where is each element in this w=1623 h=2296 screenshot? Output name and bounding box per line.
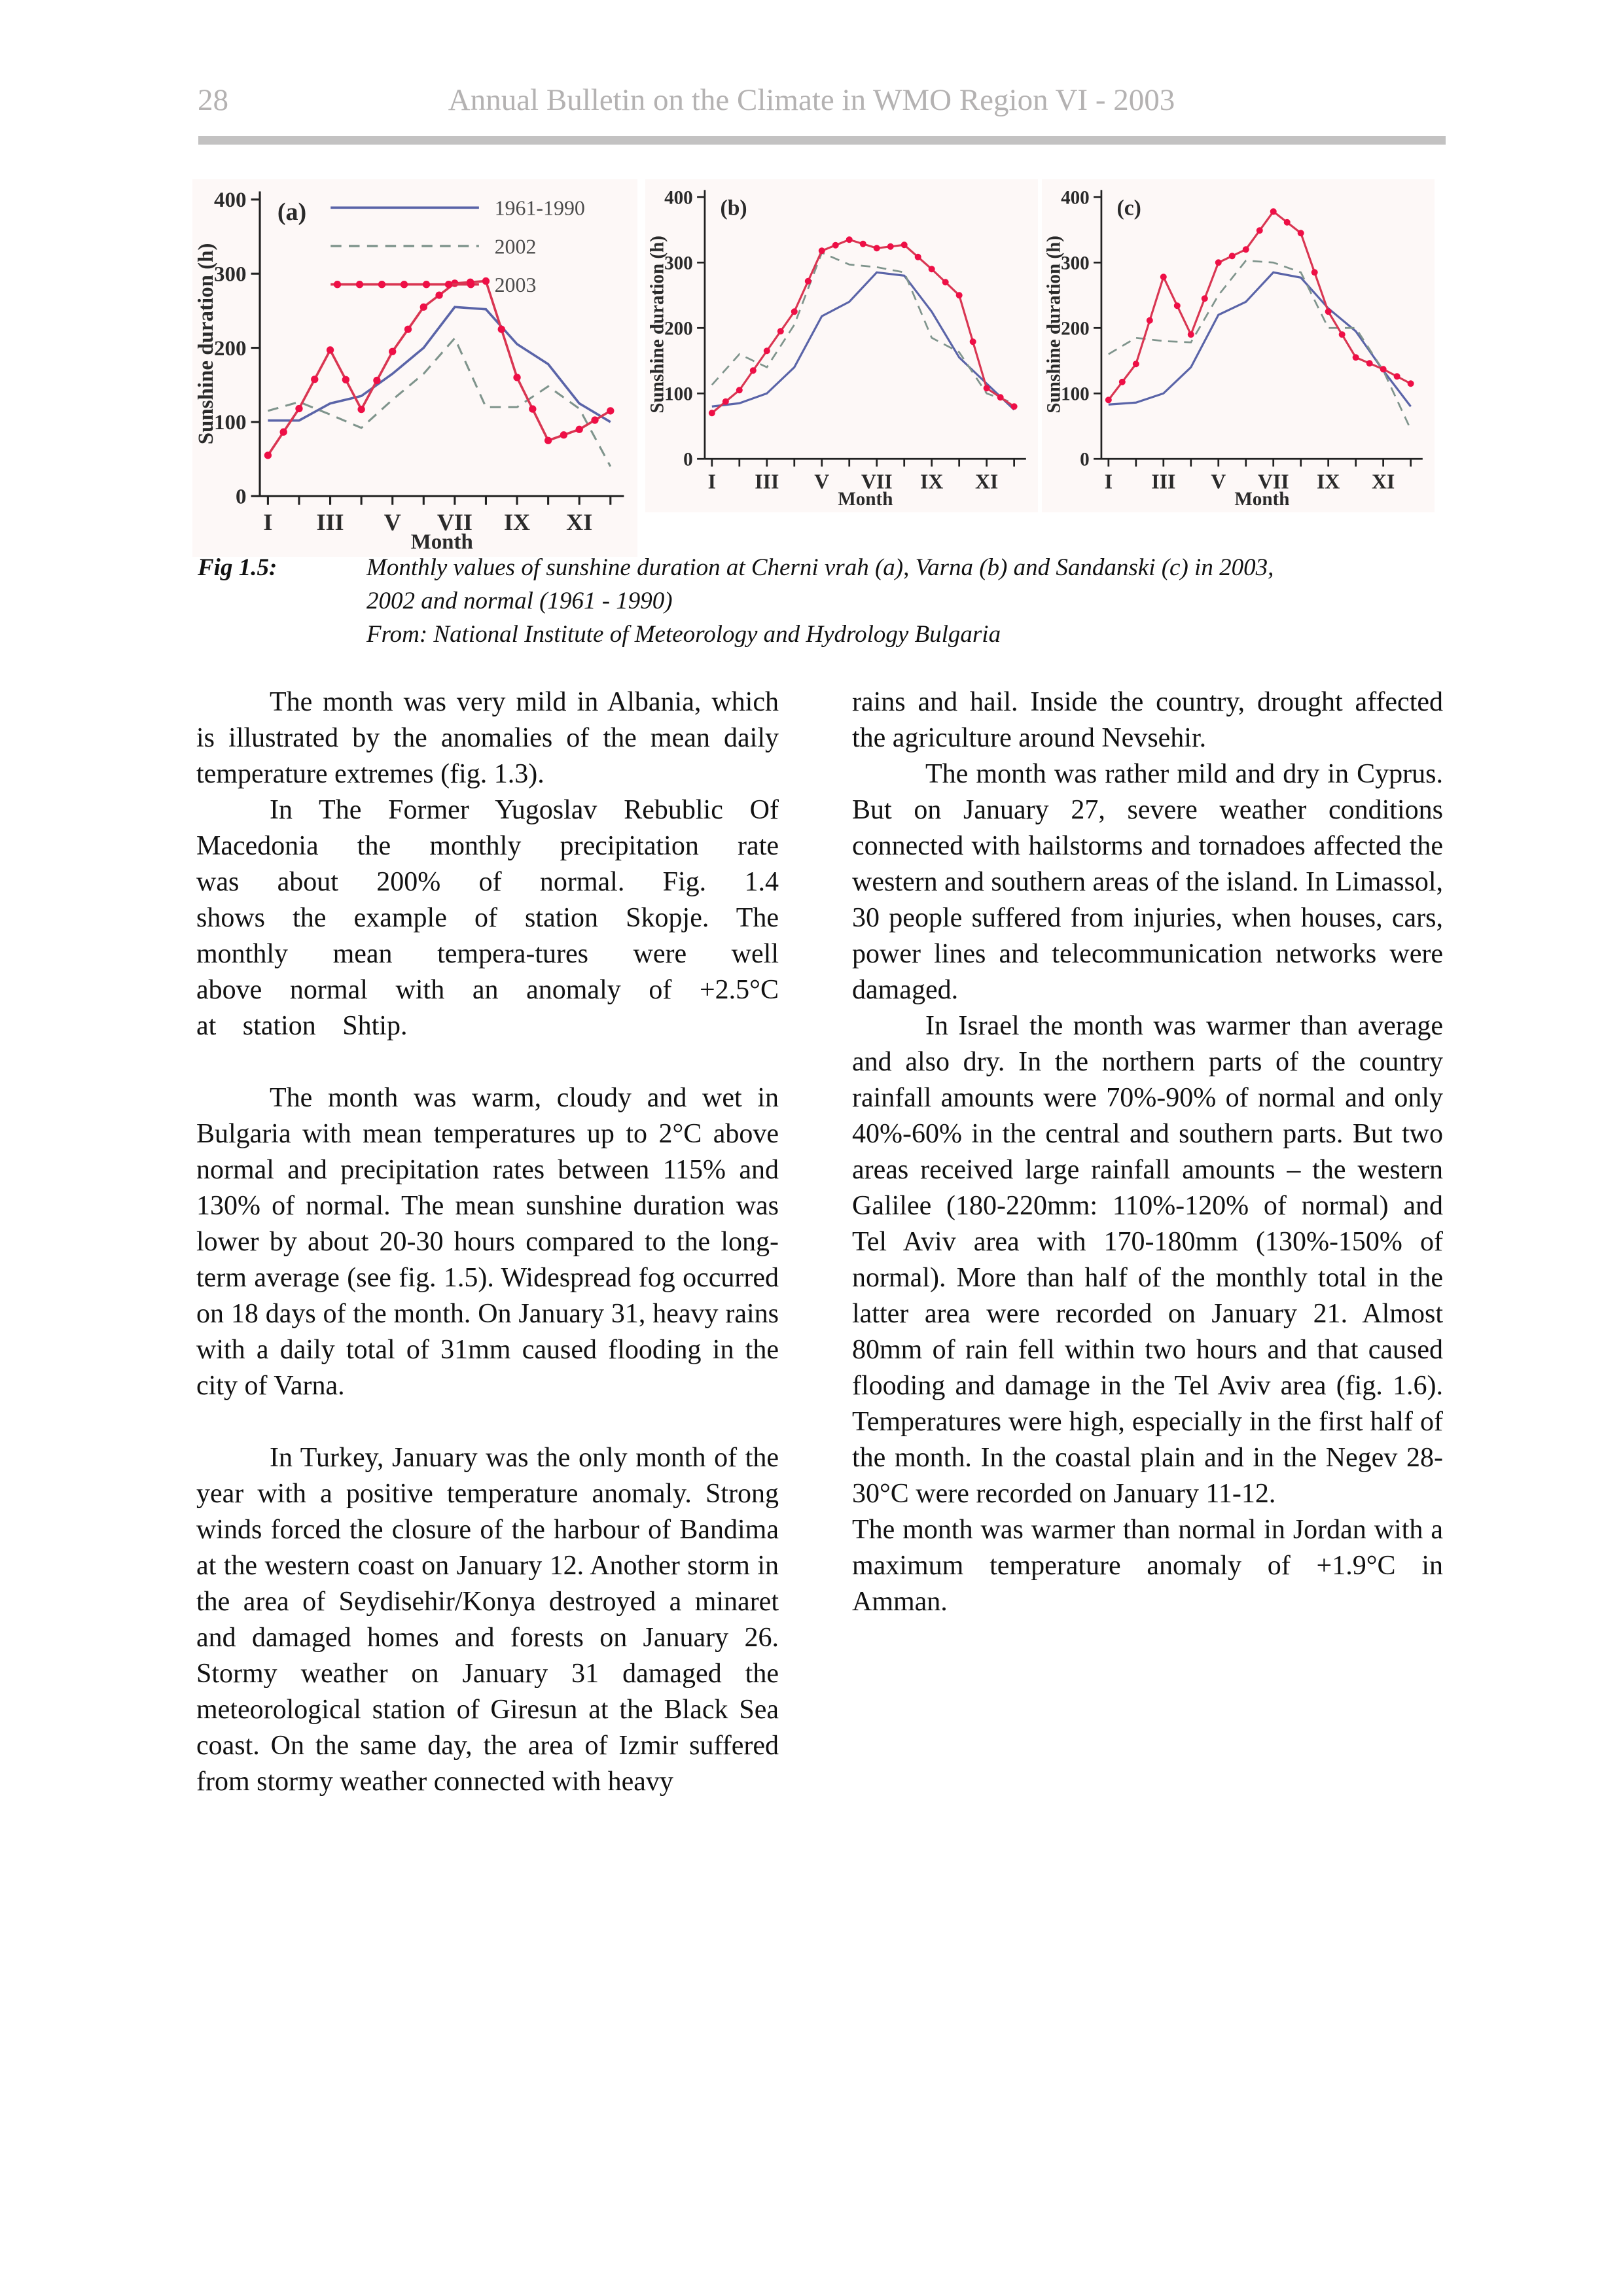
y-tick-label: 300 xyxy=(1061,253,1090,274)
data-marker xyxy=(1257,227,1263,234)
data-marker xyxy=(736,387,743,393)
legend-label: 1961-1990 xyxy=(494,196,585,220)
y-axis-label: Sunshine duration (h) xyxy=(647,236,668,414)
y-tick-label: 0 xyxy=(683,449,693,470)
y-tick-label: 200 xyxy=(1061,318,1090,340)
x-tick-label: VII xyxy=(1257,470,1289,493)
x-tick-label: XI xyxy=(1371,470,1395,493)
data-marker xyxy=(887,243,894,250)
series-line-2003 xyxy=(268,281,610,455)
y-tick-label: 300 xyxy=(213,262,247,287)
chart-sandanski xyxy=(1042,179,1435,512)
data-marker xyxy=(295,405,302,412)
x-tick-label: VII xyxy=(861,470,893,493)
x-tick-label: VII xyxy=(437,508,473,535)
data-marker xyxy=(357,406,365,413)
x-axis-label: Month xyxy=(838,489,893,510)
data-marker xyxy=(997,394,1004,400)
panel-letter: (b) xyxy=(720,196,747,221)
page-number: 28 xyxy=(198,83,228,117)
figure-caption xyxy=(198,551,1448,651)
data-marker xyxy=(791,308,798,315)
data-marker xyxy=(280,429,287,436)
data-marker xyxy=(544,437,552,444)
x-tick-label: XI xyxy=(566,508,593,535)
data-marker xyxy=(901,241,908,248)
data-marker xyxy=(1133,361,1139,367)
data-marker xyxy=(1202,295,1208,302)
paragraph: rains and hail. Inside the country, drought affected the agriculture around Nevsehir. xyxy=(852,687,1443,753)
header-rule xyxy=(198,136,1446,145)
data-marker xyxy=(342,376,349,383)
data-marker xyxy=(264,451,272,459)
chart-cherni-vrah xyxy=(192,179,637,557)
data-marker xyxy=(1284,219,1291,226)
data-marker xyxy=(832,242,839,249)
x-tick-label: III xyxy=(316,508,344,535)
chart-varna xyxy=(645,179,1038,512)
legend-marker xyxy=(445,281,452,288)
x-tick-label: I xyxy=(707,470,717,493)
y-axis-label: Sunshine duration (h) xyxy=(1043,236,1065,414)
x-tick-label: IX xyxy=(504,508,531,535)
x-tick-label: V xyxy=(383,508,401,535)
paragraph: The month was warmer than normal in Jordan with a maximum temperature anomaly of +1.9°C in Amman. xyxy=(852,1515,1443,1617)
paragraph: In Turkey, January was the only month of the year with a positive temperature anomaly. Strong winds forced the closure of the harbour of Bandima at the western coast on January 12. Another storm in the area of Seydisehir/Konya destroyed a minaret and damaged homes and forests on January 26. Stormy weather on January 31 damaged the meteorological station of Giresun at the Black Sea coast. On the same day, the area of Izmir suffered from stormy weather connected with heavy xyxy=(196,1443,779,1797)
x-tick-label: I xyxy=(263,508,273,535)
data-marker xyxy=(389,348,396,355)
x-tick-label: V xyxy=(814,470,830,493)
paragraph: The month was warm, cloudy and wet in Bulgaria with mean temperatures up to 2°C above normal and precipitation rates between 115% and 130% of normal. The mean sunshine duration was lower by about 20-30 hours compared to the long-term average (see fig. 1.5). Widespread fog occurred on 18 days of the month. On January 31, heavy rains with a daily total of 31mm caused flooding in the city of Varna. xyxy=(196,1083,779,1401)
data-marker xyxy=(709,410,715,416)
sunshine-chart-panel-b xyxy=(645,179,1038,512)
data-marker xyxy=(764,347,770,354)
y-tick-label: 0 xyxy=(1080,449,1090,470)
data-marker xyxy=(819,247,825,254)
data-marker xyxy=(1160,274,1167,280)
x-tick-label: V xyxy=(1211,470,1226,493)
data-marker xyxy=(777,328,784,334)
y-tick-label: 100 xyxy=(1061,383,1090,405)
legend-label: 2003 xyxy=(494,274,537,297)
data-marker xyxy=(929,266,935,272)
data-marker xyxy=(373,377,380,384)
data-marker xyxy=(1325,308,1332,315)
y-tick-label: 400 xyxy=(213,188,247,213)
data-marker xyxy=(560,431,567,438)
data-marker xyxy=(1311,269,1318,275)
data-marker xyxy=(529,405,536,412)
legend-label: 2002 xyxy=(494,235,537,258)
y-tick-label: 300 xyxy=(664,253,693,274)
x-axis-label: Month xyxy=(1234,489,1290,510)
data-marker xyxy=(591,416,598,423)
figure-caption-line-1: Monthly values of sunshine duration at Cherni vrah (a), Varna (b) and Sandanski (c) in 2003, xyxy=(366,554,1274,581)
data-marker xyxy=(404,326,412,333)
legend-marker xyxy=(334,281,341,288)
series-line-2002 xyxy=(268,338,610,467)
x-tick-label: III xyxy=(755,470,779,493)
paragraph: In The Former Yugoslav Rebublic Of Macedonia the monthly precipitation rate was about 200% of normal. Fig. 1.4 shows the example of station Skopje. The monthly mean tempera-tures were well above normal with an anomaly of +2.5°C at station Shtip. xyxy=(196,795,779,1041)
x-axis-label: Month xyxy=(410,530,473,554)
data-marker xyxy=(1174,302,1181,309)
data-marker xyxy=(420,304,427,311)
data-marker xyxy=(1408,380,1414,387)
x-tick-label: I xyxy=(1104,470,1113,493)
data-marker xyxy=(513,374,520,381)
figure-caption-source: From: National Institute of Meteorology and Hydrology Bulgaria xyxy=(366,621,1001,648)
y-tick-label: 0 xyxy=(235,485,247,509)
data-marker xyxy=(846,236,853,243)
sunshine-chart-panel-a xyxy=(192,179,637,557)
data-marker xyxy=(942,279,949,285)
data-marker xyxy=(915,254,921,260)
paragraph: The month was rather mild and dry in Cyprus. But on January 27, severe weather conditions connected with hailstorms and tornadoes affected the western and southern areas of the island. In Limassol, 30 people suffered from injuries, when houses, cars, power lines and telecommunication networks were damaged. xyxy=(852,759,1443,1005)
x-tick-label: XI xyxy=(974,470,999,493)
sunshine-chart-panel-c xyxy=(1042,179,1435,512)
y-tick-label: 200 xyxy=(213,336,247,361)
data-marker xyxy=(1353,354,1359,361)
data-marker xyxy=(860,241,866,247)
y-tick-label: 100 xyxy=(213,411,247,435)
y-tick-label: 200 xyxy=(664,318,693,340)
data-marker xyxy=(1380,366,1387,372)
data-marker xyxy=(1366,360,1373,366)
y-tick-label: 400 xyxy=(664,187,693,209)
data-marker xyxy=(956,292,963,298)
data-marker xyxy=(750,367,757,374)
data-marker xyxy=(1188,331,1194,338)
y-axis-label: Sunshine duration (h) xyxy=(194,243,218,445)
data-marker xyxy=(1011,403,1018,410)
data-marker xyxy=(1215,259,1222,266)
data-marker xyxy=(874,245,880,251)
data-marker xyxy=(722,398,729,405)
data-marker xyxy=(482,277,490,285)
data-marker xyxy=(984,385,990,391)
paragraph: The month was very mild in Albania, which is illustrated by the anomalies of the mean daily temperature extremes (fig. 1.3). xyxy=(196,687,779,789)
data-marker xyxy=(805,278,812,285)
panel-letter: (a) xyxy=(277,198,307,226)
data-marker xyxy=(1394,373,1400,380)
page-header-title: Annual Bulletin on the Climate in WMO Region VI - 2003 xyxy=(448,83,1175,117)
data-marker xyxy=(435,291,442,298)
data-marker xyxy=(327,346,334,353)
y-tick-label: 100 xyxy=(664,383,693,405)
legend-marker xyxy=(401,281,408,288)
x-tick-label: III xyxy=(1151,470,1176,493)
data-marker xyxy=(1243,246,1249,253)
legend-marker xyxy=(356,281,363,288)
legend-marker xyxy=(423,281,430,288)
body-column-right xyxy=(852,684,1443,1620)
data-marker xyxy=(970,338,976,345)
data-marker xyxy=(1105,397,1112,403)
data-marker xyxy=(576,426,583,433)
x-tick-label: IX xyxy=(1317,470,1340,493)
panel-letter: (c) xyxy=(1116,196,1141,221)
paragraph: In Israel the month was warmer than average and also dry. In the northern parts of the country rainfall amounts were 70%-90% of normal and only 40%-60% in the central and southern parts. But two areas received large rainfall amounts – the western Galilee (180-220mm: 110%-120% of normal) and Tel Aviv area with 170-180mm (130%-150% of normal). More than half of the monthly total in the latter area were recorded on January 21. Almost 80mm of rain fell within two hours and that caused flooding and damage in the Tel Aviv area (fig. 1.6). Temperatures were high, especially in the first half of the month. In the coastal plain and in the Negev 28-30°C were recorded on January 11-12. xyxy=(852,1011,1443,1509)
legend-marker xyxy=(378,281,385,288)
body-column-left xyxy=(196,684,779,1800)
data-marker xyxy=(1298,230,1304,236)
x-tick-label: IX xyxy=(920,470,944,493)
series-line-1961-1990 xyxy=(712,272,1014,410)
series-line-2003 xyxy=(1109,211,1411,400)
data-marker xyxy=(1119,379,1126,385)
data-marker xyxy=(498,326,505,333)
series-line-1961-1990 xyxy=(268,307,610,422)
figure-caption-label: Fig 1.5: xyxy=(198,554,277,581)
data-marker xyxy=(1270,208,1277,215)
data-marker xyxy=(1339,331,1346,338)
data-marker xyxy=(1229,253,1236,259)
y-tick-label: 400 xyxy=(1061,187,1090,209)
figure-caption-line-2: 2002 and normal (1961 - 1990) xyxy=(366,588,673,614)
data-marker xyxy=(607,407,614,414)
legend-marker xyxy=(467,281,474,288)
data-marker xyxy=(1147,317,1153,324)
data-marker xyxy=(311,376,318,383)
